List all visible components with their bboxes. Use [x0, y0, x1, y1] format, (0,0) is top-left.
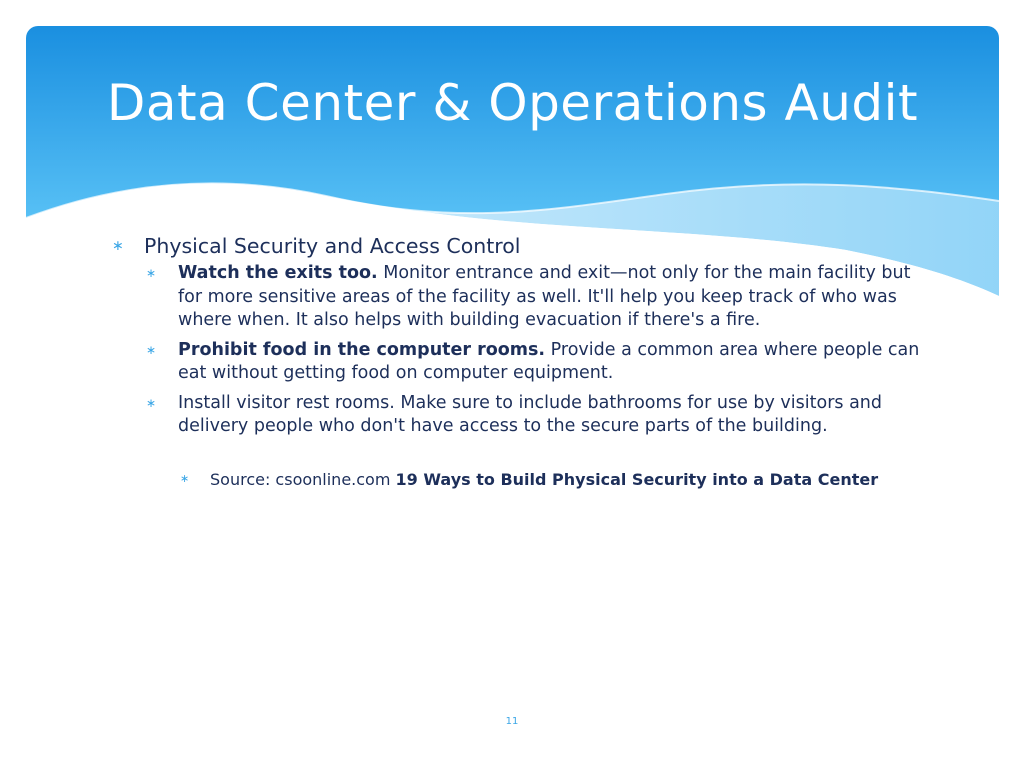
bullet-list: [112, 232, 932, 491]
asterisk-bullet-icon: ∗: [146, 342, 157, 357]
list-item: [180, 469, 932, 491]
list-item: [146, 262, 932, 333]
slide-content: [112, 232, 932, 491]
bullet-text: Physical Security and Access Control: [144, 234, 521, 258]
asterisk-bullet-icon: ∗: [146, 395, 157, 410]
list-item: [146, 339, 932, 386]
asterisk-bullet-icon: ∗: [112, 238, 124, 254]
source-text: [210, 469, 878, 491]
sub-bullet-text: [178, 392, 932, 439]
body-text: Provide a common area where people can eat without getting food on computer equipment.: [178, 339, 920, 383]
source-prefix: Source: csoonline.com: [210, 469, 396, 489]
list-item: [146, 392, 932, 439]
body-text: Monitor entrance and exit—not only for the main facility but for more sensitive areas of the facility as well. It'll help you keep track of who was where when. It also helps with building evacuation if there's a fire.: [178, 263, 911, 330]
bold-lead: Prohibit food in the computer rooms.: [178, 339, 546, 360]
list-item: [112, 232, 932, 491]
sub-bullet-text: [178, 339, 932, 386]
bold-lead: Watch the exits too.: [178, 263, 378, 283]
page-number: 11: [505, 716, 519, 727]
sub-bullet-text: [178, 262, 932, 333]
source-list: [180, 469, 932, 491]
slide-title: Data Center & Operations Audit: [106, 74, 919, 132]
sub-bullet-list: [146, 262, 932, 439]
body-text: Install visitor rest rooms. Make sure to include bathrooms for use by visitors and delivery people who don't have access to the secure parts of the building.: [178, 392, 882, 436]
asterisk-bullet-icon: ∗: [146, 266, 157, 280]
source-link[interactable]: 19 Ways to Build Physical Security into a Data Center: [395, 469, 879, 489]
asterisk-bullet-icon: ∗: [180, 471, 190, 485]
